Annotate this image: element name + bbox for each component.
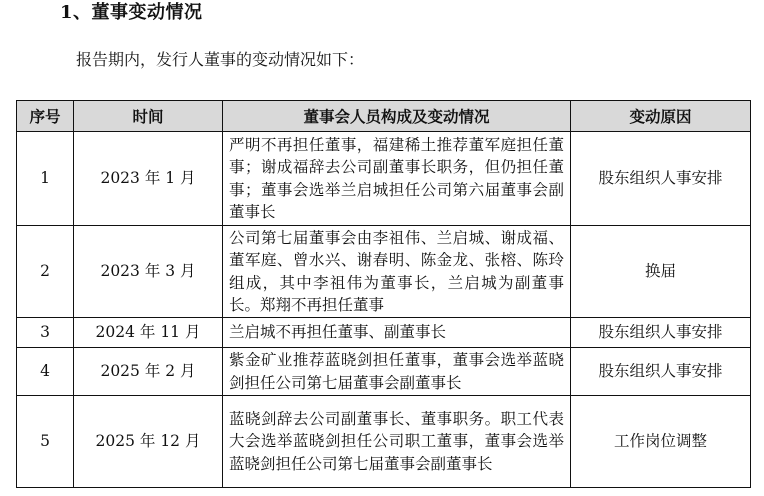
cell-time: 2023 年 3 月 [74,226,223,318]
header-time: 时间 [74,101,223,132]
cell-time: 2023 年 1 月 [74,132,223,226]
cell-time: 2025 年 2 月 [74,348,223,396]
cell-reason: 换届 [571,226,751,318]
cell-seq: 3 [17,318,74,348]
table-row [17,132,751,226]
cell-reason: 工作岗位调整 [571,396,751,488]
cell-detail: 蓝晓剑辞去公司副董事长、董事职务。职工代表大会选举蓝晓剑担任公司职工董事，董事会选举蓝晓剑担任公司第七届董事会副董事长 [223,396,571,488]
cell-detail: 严明不再担任董事，福建稀土推荐董军庭担任董事；谢成福辞去公司副董事长职务，但仍担任董事；董事会选举兰启城担任公司第六届董事会副董事长 [223,132,571,226]
cell-detail: 紫金矿业推荐蓝晓剑担任董事，董事会选举蓝晓剑担任公司第七届董事会副董事长 [223,348,571,396]
table-body [17,132,751,488]
header-row [17,101,751,132]
section-heading: 1、董事变动情况 [60,2,203,23]
table-row [17,226,751,318]
table-header [17,101,751,132]
table-row [17,396,751,488]
cell-reason: 股东组织人事安排 [571,318,751,348]
cell-seq: 1 [17,132,74,226]
cell-time: 2025 年 12 月 [74,396,223,488]
header-seq: 序号 [17,101,74,132]
cell-time: 2024 年 11 月 [74,318,223,348]
director-changes-table [16,100,751,488]
table-row [17,348,751,396]
cell-seq: 4 [17,348,74,396]
intro-paragraph: 报告期内，发行人董事的变动情况如下： [76,50,365,69]
header-reason: 变动原因 [571,101,751,132]
cell-seq: 5 [17,396,74,488]
cell-reason: 股东组织人事安排 [571,348,751,396]
cell-detail: 兰启城不再担任董事、副董事长 [223,318,571,348]
cell-detail: 公司第七届董事会由李祖伟、兰启城、谢成福、董军庭、曾水兴、谢春明、陈金龙、张榕、陈玲组成，其中李祖伟为董事长，兰启城为副董事长。郑翔不再担任董事 [223,226,571,318]
table-row [17,318,751,348]
cell-seq: 2 [17,226,74,318]
cell-reason: 股东组织人事安排 [571,132,751,226]
header-detail: 董事会人员构成及变动情况 [223,101,571,132]
